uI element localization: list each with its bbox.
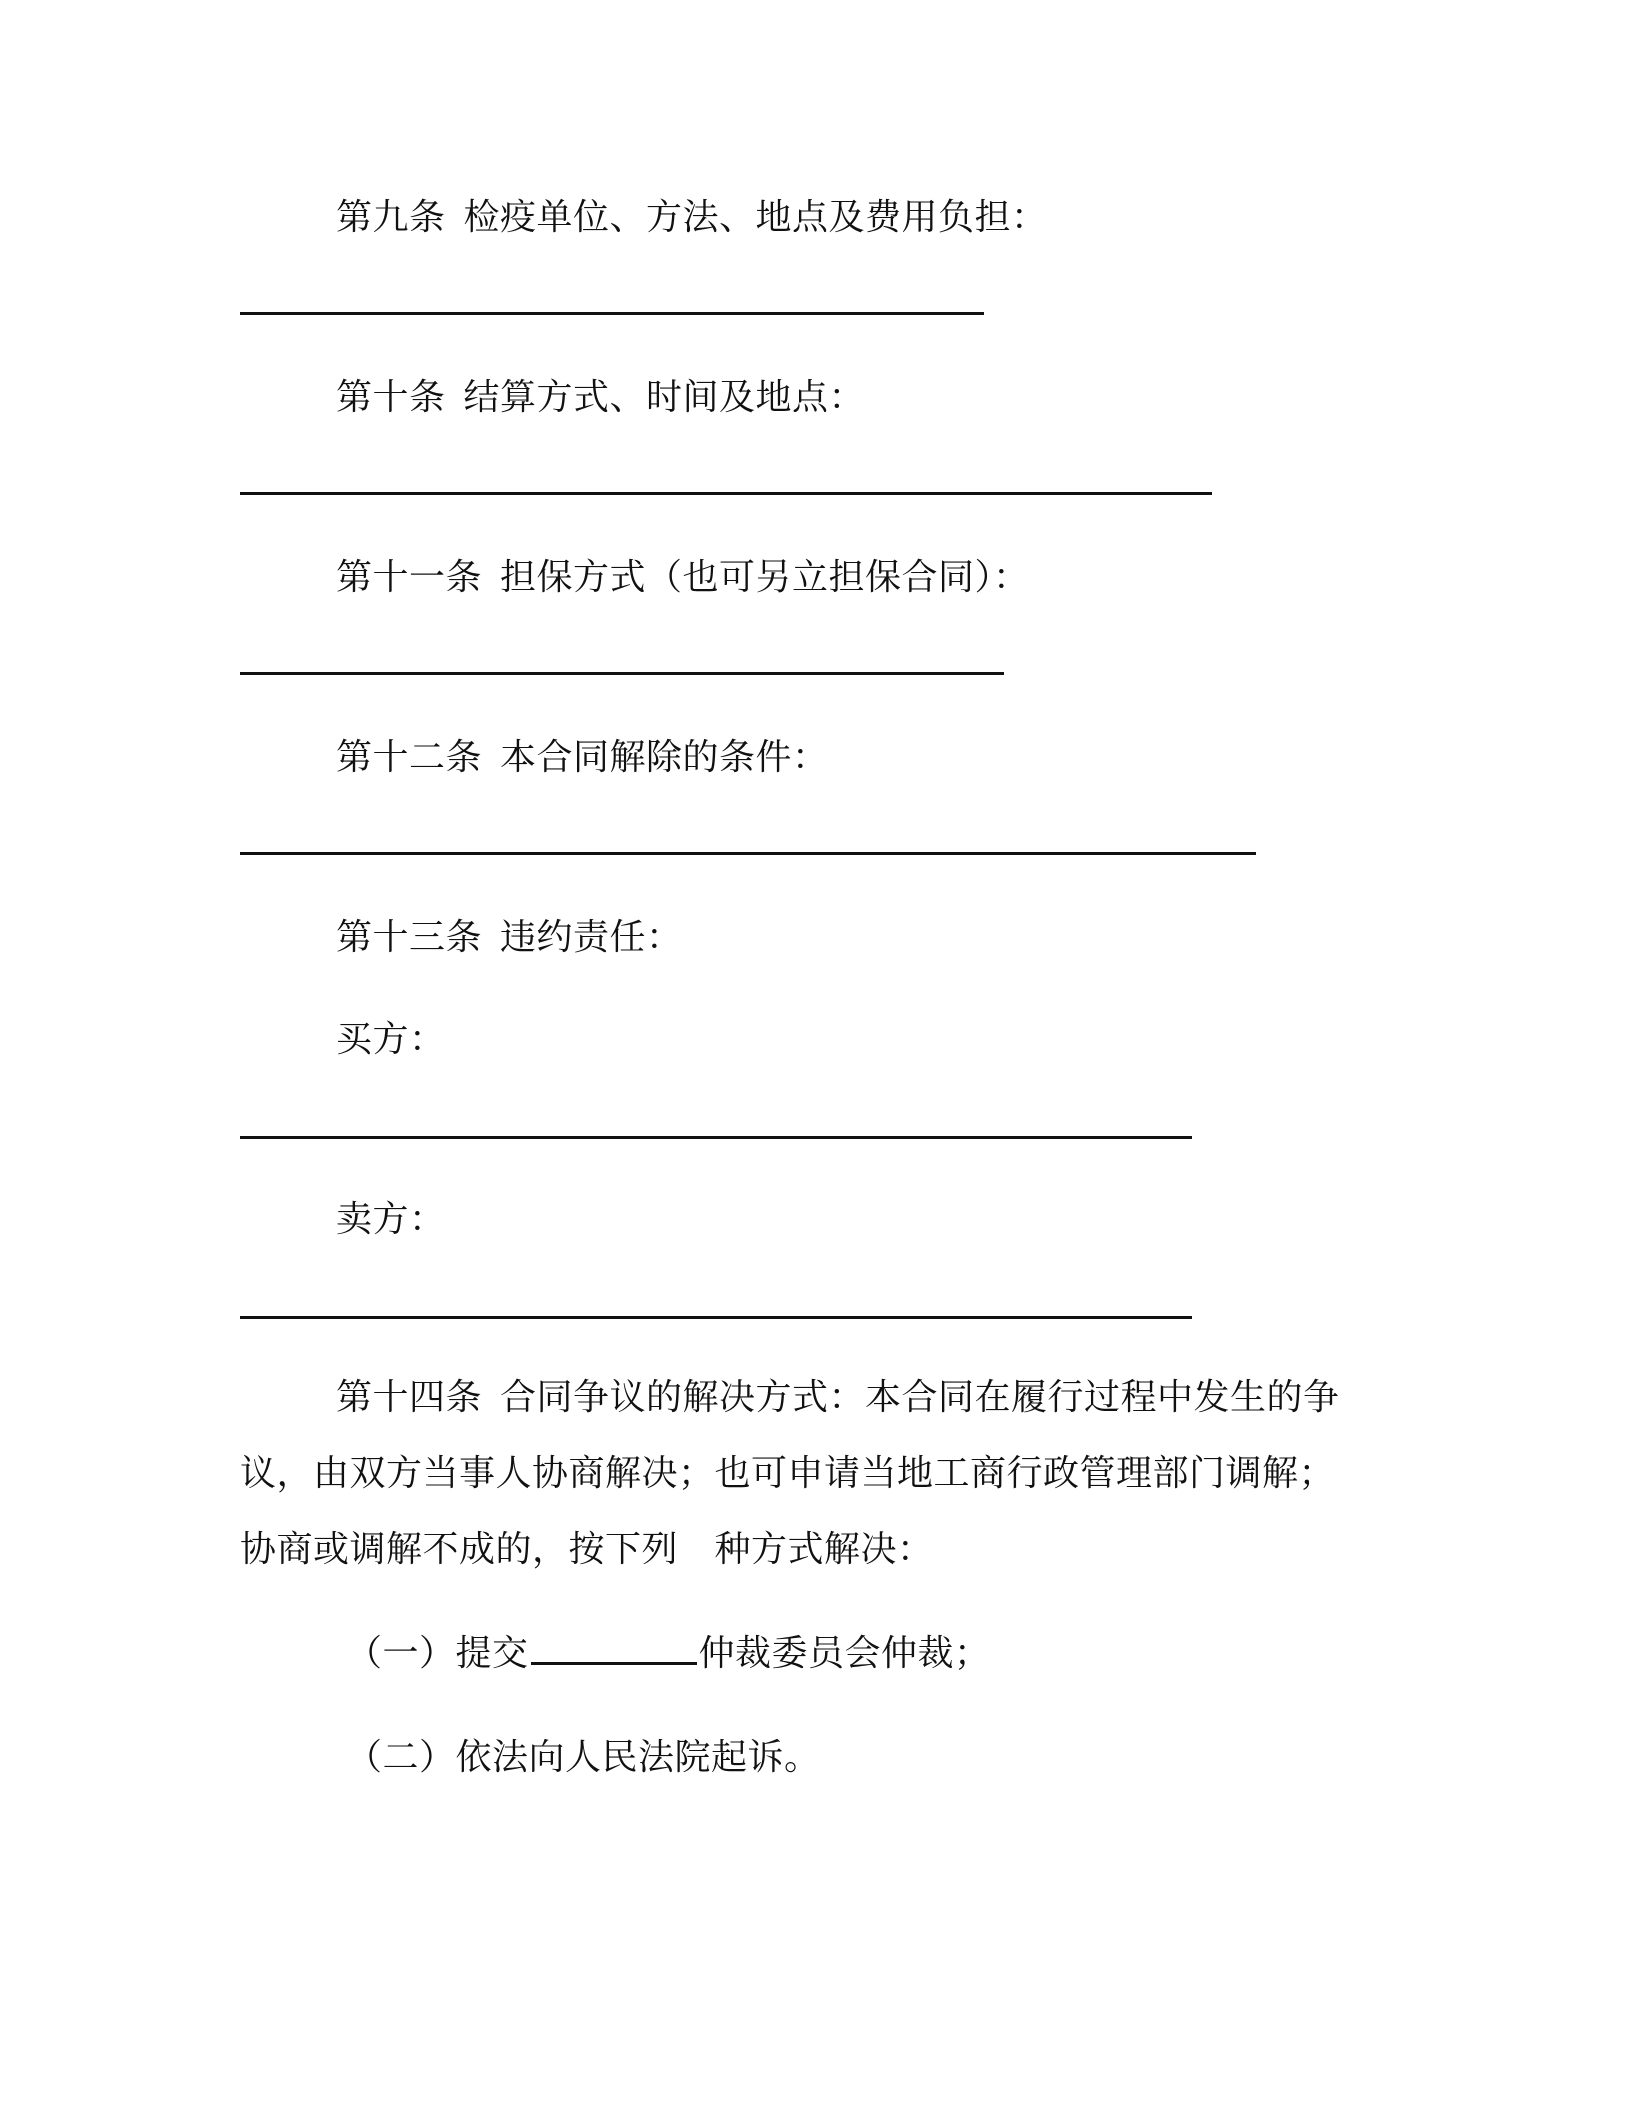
seller-label: 卖方： [336, 1199, 446, 1240]
article-text: 担保方式（也可另立担保合同）： [500, 557, 1030, 598]
article-number: 第十二条 [336, 737, 483, 778]
article-14-line-2: 议，由双方当事人协商解决；也可申请当地工商行政管理部门调解； [240, 1453, 1336, 1494]
article-12-heading [336, 736, 829, 780]
article-number: 第十四条 [336, 1377, 483, 1418]
article-text: 合同争议的解决方式：本合同在履行过程中发生的争 [500, 1377, 1340, 1418]
blank-line-article-10 [240, 492, 1212, 495]
article-number: 第十三条 [336, 917, 483, 958]
option-1 [346, 1632, 991, 1676]
option-1-prefix: （一）提交 [346, 1633, 529, 1674]
option-2: （二）依法向人民法院起诉。 [346, 1737, 821, 1778]
article-9-heading [336, 196, 1048, 240]
article-number: 第十一条 [336, 557, 483, 598]
article-text: 结算方式、时间及地点： [463, 377, 866, 418]
blank-line-seller [240, 1316, 1192, 1319]
article-14-line-1 [336, 1376, 1340, 1420]
blank-line-article-11 [240, 672, 1004, 675]
blank-line-article-9 [240, 312, 984, 315]
article-11-heading [336, 556, 1030, 600]
article-text: 违约责任： [500, 917, 683, 958]
arbitration-blank [531, 1662, 697, 1665]
option-1-suffix: 仲裁委员会仲裁； [698, 1633, 991, 1674]
article-number: 第九条 [336, 197, 446, 238]
article-text: 本合同解除的条件： [500, 737, 829, 778]
article-number: 第十条 [336, 377, 446, 418]
blank-line-article-12 [240, 852, 1256, 855]
article-10-heading [336, 376, 865, 420]
article-text: 检疫单位、方法、地点及费用负担： [463, 197, 1048, 238]
blank-line-buyer [240, 1136, 1192, 1139]
buyer-label: 买方： [336, 1019, 446, 1060]
article-14-line-3: 协商或调解不成的，按下列 种方式解决： [240, 1529, 934, 1570]
article-13-heading [336, 916, 683, 960]
